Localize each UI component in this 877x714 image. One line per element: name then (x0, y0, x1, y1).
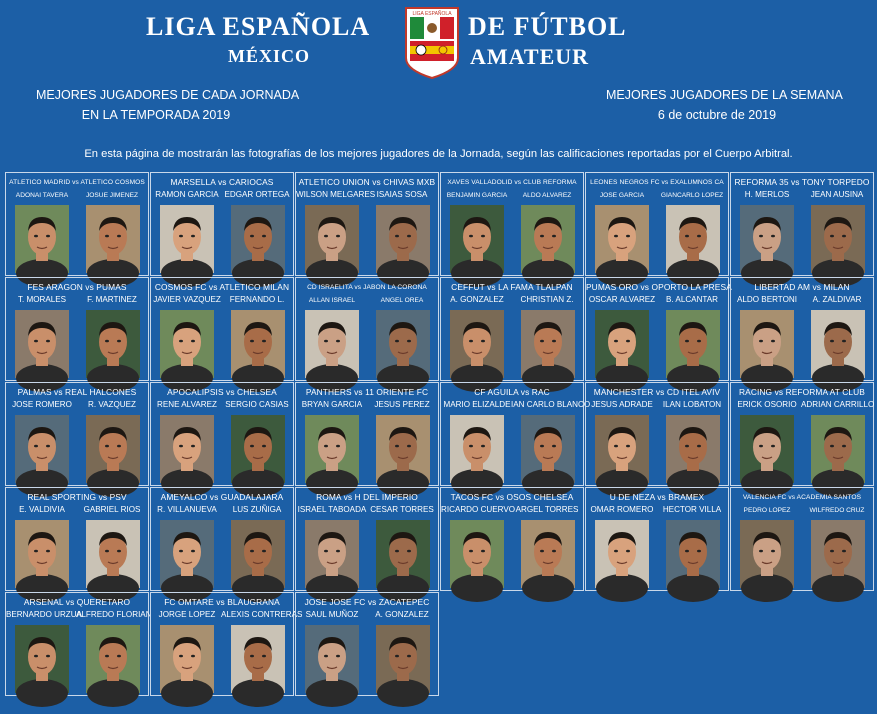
match-cell (5, 487, 149, 591)
match-title: CD ISRAELITA vs JABON LA CORONA (307, 284, 427, 291)
player-photo (86, 625, 140, 693)
player-photo (740, 520, 794, 588)
player-name-left: SAUL MUÑOZ (305, 610, 359, 619)
player-name-right: FERNANDO L. (229, 295, 285, 304)
player-photo (15, 415, 69, 483)
player-photo (231, 520, 285, 588)
player-name-right: IAN CARLO BLANCO (511, 400, 591, 409)
match-cell (585, 172, 729, 276)
player-name-left: OMAR ROMERO (590, 505, 654, 514)
player-name-left: ISRAEL TABOADA (297, 505, 367, 514)
svg-text:LIGA ESPAÑOLA: LIGA ESPAÑOLA (412, 11, 452, 17)
player-photo (376, 310, 430, 378)
player-photo (666, 310, 720, 378)
match-cell (440, 277, 584, 381)
player-photo (811, 205, 865, 273)
player-name-left: JAVIER VAZQUEZ (153, 295, 221, 304)
player-photo (811, 520, 865, 588)
player-name-left: RENE ALVAREZ (157, 400, 217, 409)
match-cell (730, 487, 874, 591)
match-title: XAVES VALLADOLID vs CLUB REFORMA (447, 179, 577, 186)
title-right: DE FÚTBOL (468, 12, 627, 41)
player-name-right: A. GONZALEZ (375, 610, 429, 619)
player-name-left: JORGE LOPEZ (158, 610, 216, 619)
player-name-right: GABRIEL RIOS (83, 505, 141, 514)
player-name-left: JOSE GARCIA (599, 192, 645, 199)
player-photo (595, 205, 649, 273)
player-photo (521, 310, 575, 378)
player-name-right: F. MARTINEZ (87, 295, 137, 304)
intro-text: En esta página de mostrarán las fotografías de los mejores jugadores de la Jornada, según las calificaciones reportadas por el Cuerpo Arbitral. (84, 148, 793, 160)
player-name-right: ADRIAN CARRILLO (801, 400, 875, 409)
player-name-left: RICARDO CUERVO (441, 505, 516, 514)
player-photo (376, 205, 430, 273)
match-cell (5, 382, 149, 486)
player-photo (160, 415, 214, 483)
player-name-right: EDGAR ORTEGA (224, 190, 290, 199)
subtitle-right: AMATEUR (470, 44, 590, 69)
player-photo (305, 415, 359, 483)
match-title: ARSENAL vs QUERETARO (23, 597, 131, 607)
player-photo (15, 520, 69, 588)
match-title: VALENCIA FC vs ACADEMIA SANTOS (742, 494, 862, 501)
player-photo (305, 520, 359, 588)
match-cell (150, 172, 294, 276)
match-title: AMEYALCO vs GUADALAJARA (160, 492, 284, 502)
player-photo (521, 520, 575, 588)
player-photo (86, 520, 140, 588)
player-photo (811, 310, 865, 378)
player-photo (160, 205, 214, 273)
match-title: TACOS FC vs OSOS CHELSEA (450, 492, 574, 502)
player-name-right: CESAR TORRES (370, 505, 434, 514)
player-photo (160, 520, 214, 588)
title-left: LIGA ESPAÑOLA (146, 12, 371, 41)
player-name-right: SERGIO CASIAS (225, 400, 289, 409)
match-cell (150, 382, 294, 486)
player-photo (595, 415, 649, 483)
player-photo (231, 415, 285, 483)
player-photo (231, 205, 285, 273)
match-cell (150, 277, 294, 381)
player-name-left: BENJAMIN GARCIA (446, 192, 508, 199)
match-cell (730, 277, 874, 381)
match-title: JOSE JOSE FC vs ZACATEPEC (304, 597, 430, 607)
match-title: ATLETICO MADRID vs ATLETICO COSMOS (9, 179, 145, 186)
player-name-left: JOSE ROMERO (12, 400, 72, 409)
section-right-line2: 6 de octubre de 2019 (657, 108, 777, 122)
player-name-right: ALDO ALVAREZ (522, 192, 572, 199)
player-photo (450, 310, 504, 378)
player-photo (740, 205, 794, 273)
match-cell (440, 487, 584, 591)
player-photo (595, 310, 649, 378)
player-photo (305, 205, 359, 273)
player-photo (595, 520, 649, 588)
player-name-right: ILAN LOBATON (662, 400, 722, 409)
player-name-left: ALDO BERTONI (737, 295, 797, 304)
match-title: APOCALIPSIS vs CHELSEA (167, 387, 277, 397)
match-title: MANCHESTER vs CD ITEL AVIV (593, 387, 721, 397)
player-name-left: ERICK OSORIO (737, 400, 797, 409)
player-name-left: BERNARDO URZUA (6, 610, 82, 619)
match-cell (295, 277, 439, 381)
match-title: FC OMTARE vs BLAUGRANA (164, 597, 280, 607)
match-cell (730, 382, 874, 486)
player-photo (231, 625, 285, 693)
match-cell (585, 382, 729, 486)
player-name-left: A. GONZALEZ (450, 295, 504, 304)
player-name-right: WILFREDO CRUZ (809, 507, 865, 514)
match-title: REFORMA 35 vs TONY TORPEDO (734, 177, 870, 187)
player-photo (666, 520, 720, 588)
section-left-line2: EN LA TEMPORADA 2019 (81, 108, 231, 122)
player-photo (160, 310, 214, 378)
match-cell (585, 487, 729, 591)
player-name-right: ANGEL OREA (380, 297, 424, 304)
player-name-right: JEAN AUSINA (810, 190, 864, 199)
player-name-left: JESUS ADRADE (591, 400, 653, 409)
match-cell (150, 592, 303, 696)
player-name-right: A. ZALDIVAR (812, 295, 862, 304)
match-cell (5, 172, 149, 276)
match-cell (585, 277, 732, 381)
match-cell (295, 172, 439, 276)
player-name-right: GIANCARLO LOPEZ (660, 192, 724, 199)
match-cell (295, 487, 439, 591)
player-name-right: ARGEL TORRES (515, 505, 579, 514)
match-cell (440, 382, 591, 486)
match-cell (730, 172, 874, 276)
player-photo (160, 625, 214, 693)
player-photo (86, 205, 140, 273)
player-name-left: OSCAR ALVAREZ (588, 295, 656, 304)
subtitle-left: MÉXICO (228, 46, 310, 66)
player-name-left: RAMON GARCIA (155, 190, 219, 199)
player-name-right: B. ALCANTAR (665, 295, 719, 304)
player-photo (521, 205, 575, 273)
match-title: CF AGUILA vs RAC (474, 387, 550, 397)
match-title: LEONES NEGROS FC vs EXALUMNOS CA (590, 179, 724, 186)
match-title: RACING vs REFORMA AT CLUB (739, 387, 865, 397)
match-cell (5, 277, 149, 381)
player-name-right: ALEXIS CONTRERAS (221, 610, 303, 619)
match-cell (150, 487, 294, 591)
player-photo (15, 625, 69, 693)
player-photo (811, 415, 865, 483)
player-photo (521, 415, 575, 483)
player-name-right: JOSUE JIMENEZ (85, 192, 139, 199)
player-photo (376, 520, 430, 588)
match-title: LIBERTAD AM vs MILAN (754, 282, 850, 292)
player-photo (450, 205, 504, 273)
players-grid (5, 172, 874, 696)
player-name-right: ISAIAS SOSA (376, 190, 428, 199)
match-title: ATLETICO UNION vs CHIVAS MXB (298, 177, 436, 187)
player-photo (376, 625, 430, 693)
match-cell (5, 592, 152, 696)
match-title: U DE NEZA vs BRAMEX (609, 492, 705, 502)
match-title: ROMA vs H DEL IMPERIO (316, 492, 418, 502)
player-name-right: ALFREDO FLORIAN (76, 610, 152, 619)
match-cell (295, 382, 439, 486)
player-photo (86, 415, 140, 483)
player-photo (740, 310, 794, 378)
player-photo (450, 520, 504, 588)
match-title: FES ARAGON vs PUMAS (27, 282, 127, 292)
match-cell (295, 592, 439, 696)
player-name-left: BRYAN GARCIA (301, 400, 363, 409)
match-title: PALMAS vs REAL HALCONES (17, 387, 137, 397)
match-title: COSMOS FC vs ATLETICO MILAN (154, 282, 290, 292)
player-photo (305, 310, 359, 378)
player-name-left: ALLAN ISRAEL (308, 297, 356, 304)
section-left-line1: MEJORES JUGADORES DE CADA JORNADA (36, 88, 300, 102)
player-photo (376, 415, 430, 483)
player-name-left: T. MORALES (17, 295, 67, 304)
match-title: REAL SPORTING vs PSV (27, 492, 127, 502)
player-name-left: WILSON MELGARES (296, 190, 376, 199)
player-name-left: E. VALDIVIA (19, 505, 65, 514)
player-name-right: JESUS PEREZ (374, 400, 430, 409)
player-photo (450, 415, 504, 483)
player-photo (305, 625, 359, 693)
match-title: PUMAS ORO vs OPORTO LA PRESA (586, 282, 732, 292)
player-photo (15, 205, 69, 273)
match-title: CEFFUT vs LA FAMA TLALPAN (451, 282, 573, 292)
player-name-right: LUS ZUÑIGA (232, 505, 282, 514)
player-name-left: PEDRO LOPEZ (743, 507, 791, 514)
player-photo (666, 205, 720, 273)
player-name-left: H. MERLOS (744, 190, 790, 199)
player-name-left: R. VILLANUEVA (157, 505, 217, 514)
player-name-left: ADONAI TAVERA (15, 192, 69, 199)
section-right-line1: MEJORES JUGADORES DE LA SEMANA (606, 88, 843, 102)
player-photo (231, 310, 285, 378)
player-name-right: CHRISTIAN Z. (520, 295, 574, 304)
player-name-right: R. VAZQUEZ (88, 400, 136, 409)
match-cell (440, 172, 584, 276)
player-photo (666, 415, 720, 483)
match-title: MARSELLA vs CARIOCAS (170, 177, 274, 187)
player-name-right: HECTOR VILLA (662, 505, 722, 514)
player-photo (15, 310, 69, 378)
league-shield-icon (404, 6, 460, 80)
player-name-left: MARIO ELIZALDE (443, 400, 511, 409)
player-photo (86, 310, 140, 378)
player-photo (740, 415, 794, 483)
match-title: PANTHERS vs 11 ORIENTE FC (305, 387, 429, 397)
